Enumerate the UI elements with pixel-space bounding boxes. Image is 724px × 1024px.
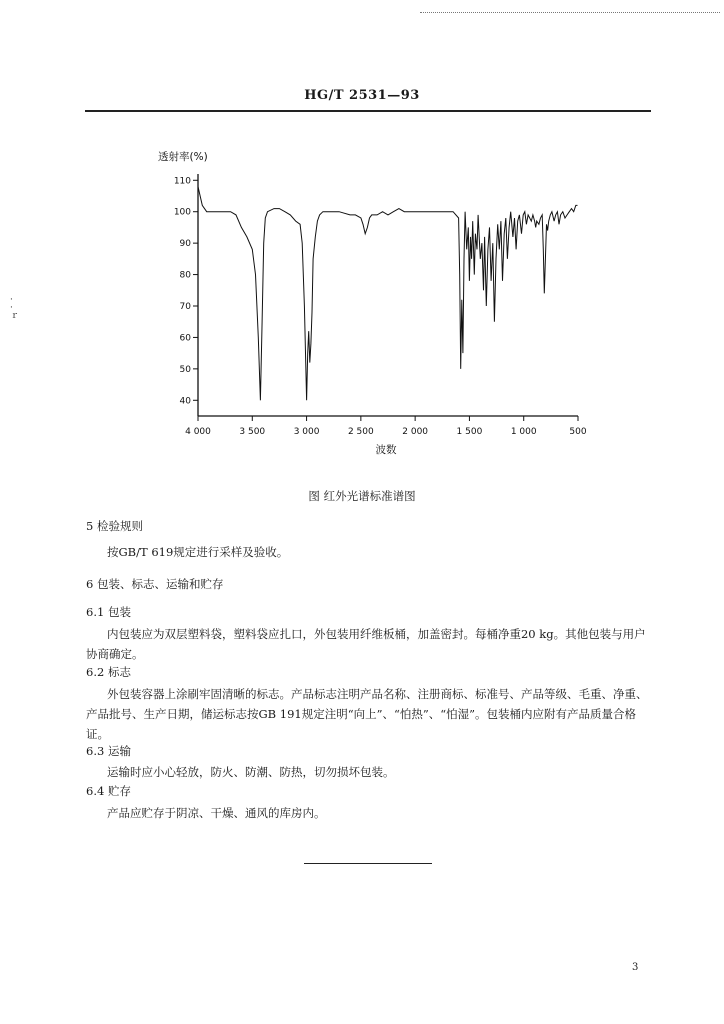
- x-tick-label: 3 500: [239, 427, 266, 437]
- x-tick-label: 500: [569, 427, 587, 437]
- section-6-4-body: 产品应贮存于阴凉、干燥、通风的库房内。: [107, 806, 326, 820]
- y-tick-label: 100: [173, 207, 191, 218]
- spectrum-line: [198, 187, 578, 401]
- page-number: 3: [632, 962, 639, 973]
- y-tick-label: 40: [179, 396, 191, 407]
- header-rule: [85, 110, 651, 112]
- y-tick-label: 90: [179, 239, 191, 250]
- figure-caption: 图 红外光谱标准谱图: [308, 489, 416, 503]
- x-tick-label: 2 500: [347, 427, 374, 437]
- y-tick-label: 70: [179, 302, 191, 312]
- y-tick-label: 50: [179, 364, 191, 375]
- x-tick-label: 3 000: [293, 427, 320, 437]
- scan-edge-line: [420, 12, 720, 13]
- section-6-3-body: 运输时应小心轻放，防火、防潮、防热，切勿损坏包装。: [107, 765, 395, 779]
- x-tick-label: 1 000: [510, 427, 537, 437]
- section-6-2-body: 外包装容器上涂刷牢固清晰的标志。产品标志注明产品名称、注册商标、标准号、产品等级、毛重、净重、产品批号、生产日期，储运标志按GB 191规定注明“向上”、“怕热”、“怕湿”。包装桶内应附有产品质量合格证。: [86, 687, 648, 741]
- y-tick-label: 60: [179, 333, 191, 344]
- section-5-title: 5 检验规则: [86, 519, 143, 533]
- x-tick-label: 2 000: [402, 427, 429, 437]
- y-axis-label: 透射率(%): [158, 151, 208, 163]
- y-tick-label: 80: [179, 270, 191, 281]
- section-6-2-title: 6.2 标志: [86, 665, 131, 679]
- ir-spectrum-chart: [150, 140, 590, 470]
- standard-code-header: HG/T 2531—93: [304, 88, 420, 103]
- section-6-title: 6 包装、标志、运输和贮存: [86, 577, 224, 591]
- x-tick-label: 1 500: [456, 427, 483, 437]
- section-5-body: 按GB/T 619规定进行采样及验收。: [107, 545, 289, 559]
- end-rule: [304, 863, 432, 864]
- section-6-1-body: 内包装应为双层塑料袋，塑料袋应扎口，外包装用纤维板桶，加盖密封。每桶净重20 kg。其他包装与用户协商确定。: [86, 627, 646, 661]
- section-6-3-title: 6.3 运输: [86, 744, 131, 758]
- y-tick-label: 110: [173, 176, 191, 187]
- x-tick-label: 4 000: [185, 427, 211, 437]
- scan-margin-marks: · · ｒ: [10, 295, 20, 321]
- section-6-4-title: 6.4 贮存: [86, 784, 131, 798]
- x-axis-label: 波数: [375, 444, 397, 456]
- section-6-1-title: 6.1 包装: [86, 605, 131, 619]
